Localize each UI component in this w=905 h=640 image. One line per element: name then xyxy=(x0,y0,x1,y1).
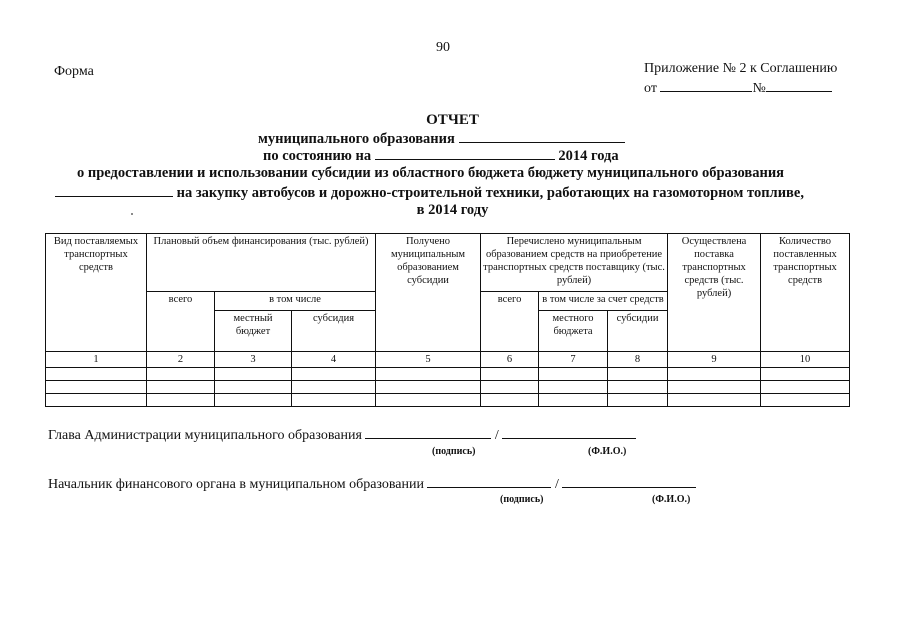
form-label: Форма xyxy=(54,64,94,79)
report-title-line-purpose xyxy=(55,184,804,202)
header-planned-including: в том числе xyxy=(215,292,376,311)
header-planned-financing: Плановый объем финансирования (тыс. рублей) xyxy=(147,234,376,292)
header-transferred-funds: Перечислено муниципальным образованием средств на приобретение транспортных средств поставщику (тыс. рублей) xyxy=(481,234,668,292)
header-subsidy-received: Получено муниципальным образованием субсидии xyxy=(376,234,481,352)
signature-head-line: Глава Администрации муниципального образования / xyxy=(48,426,636,444)
table-cell[interactable] xyxy=(539,381,608,394)
head-signature-caption: (подпись) xyxy=(432,446,476,457)
table-cell[interactable] xyxy=(761,368,850,381)
header-delivered-count: Количество поставленных транспортных средств xyxy=(761,234,850,352)
annex-from-label: от xyxy=(644,81,657,96)
table-cell[interactable] xyxy=(539,394,608,407)
report-heading: ОТЧЕТ xyxy=(426,112,479,128)
scan-speck xyxy=(131,213,133,215)
report-title-line-date xyxy=(263,147,619,165)
table-cell[interactable] xyxy=(608,394,668,407)
table-cell[interactable] xyxy=(292,381,376,394)
finance-name-blank[interactable] xyxy=(562,475,696,488)
table-cell[interactable] xyxy=(668,394,761,407)
date-blank xyxy=(660,79,752,92)
municipality-label: муниципального образования xyxy=(258,131,455,147)
table-cell[interactable] xyxy=(376,368,481,381)
finance-signature-blank[interactable] xyxy=(427,475,551,488)
header-planned-subsidy: субсидия xyxy=(292,311,376,352)
table-cell[interactable] xyxy=(215,381,292,394)
table-cell[interactable] xyxy=(46,394,147,407)
table-cell[interactable] xyxy=(147,381,215,394)
column-number: 9 xyxy=(668,352,761,368)
column-number: 5 xyxy=(376,352,481,368)
table-cell[interactable] xyxy=(147,368,215,381)
table-cell[interactable] xyxy=(481,368,539,381)
purpose-text: на закупку автобусов и дорожно-строительной техники, работающих на газомоторном топливе, xyxy=(176,185,804,201)
header-transferred-total: всего xyxy=(481,292,539,352)
table-cell[interactable] xyxy=(608,368,668,381)
table-cell[interactable] xyxy=(761,381,850,394)
report-title-line-subsidy: о предоставлении и использовании субсидии из областного бюджета бюджету муниципального образования xyxy=(77,165,785,181)
header-delivery-done: Осуществлена поставка транспортных средств (тыс. рублей) xyxy=(668,234,761,352)
table-cell[interactable] xyxy=(376,381,481,394)
head-name-caption: (Ф.И.О.) xyxy=(588,446,627,457)
as-of-label: по состоянию на xyxy=(263,148,372,164)
table-cell[interactable] xyxy=(215,394,292,407)
header-transferred-subsidy: субсидии xyxy=(608,311,668,352)
finance-name-caption: (Ф.И.О.) xyxy=(652,494,691,505)
column-number: 2 xyxy=(147,352,215,368)
table-cell[interactable] xyxy=(147,394,215,407)
column-number: 6 xyxy=(481,352,539,368)
recipient-blank xyxy=(55,184,173,197)
header-transferred-local: местного бюджета xyxy=(539,311,608,352)
column-number: 7 xyxy=(539,352,608,368)
table-row xyxy=(46,368,850,381)
signature-finance-line: Начальник финансового органа в муниципальном образовании / xyxy=(48,475,696,493)
year-label: 2014 года xyxy=(558,148,619,164)
column-number-row xyxy=(46,352,850,368)
table-cell[interactable] xyxy=(761,394,850,407)
annex-number-label: № xyxy=(752,81,766,96)
finance-head-label: Начальник финансового органа в муниципальном образовании xyxy=(48,477,424,492)
table-cell[interactable] xyxy=(376,394,481,407)
head-signature-blank[interactable] xyxy=(365,426,491,439)
annex-date-number xyxy=(644,79,832,97)
number-blank xyxy=(766,79,832,92)
column-number: 8 xyxy=(608,352,668,368)
municipality-blank xyxy=(459,130,625,143)
table-cell[interactable] xyxy=(46,368,147,381)
table-cell[interactable] xyxy=(608,381,668,394)
head-name-blank[interactable] xyxy=(502,426,636,439)
report-table xyxy=(45,233,850,407)
table-cell[interactable] xyxy=(481,381,539,394)
head-of-administration-label: Глава Администрации муниципального образования xyxy=(48,428,362,443)
table-row xyxy=(46,394,850,407)
table-cell[interactable] xyxy=(539,368,608,381)
column-number: 1 xyxy=(46,352,147,368)
header-transport-type: Вид поставляемых транспортных средств xyxy=(46,234,147,352)
table-cell[interactable] xyxy=(292,394,376,407)
table-row xyxy=(46,381,850,394)
finance-signature-caption: (подпись) xyxy=(500,494,544,505)
header-transferred-including: в том числе за счет средств xyxy=(539,292,668,311)
column-number: 10 xyxy=(761,352,850,368)
as-of-blank xyxy=(375,147,555,160)
report-title-line-year: в 2014 году xyxy=(416,202,489,218)
table-cell[interactable] xyxy=(215,368,292,381)
table-cell[interactable] xyxy=(668,381,761,394)
header-planned-total: всего xyxy=(147,292,215,352)
table-cell[interactable] xyxy=(292,368,376,381)
table-cell[interactable] xyxy=(668,368,761,381)
header-planned-local: местный бюджет xyxy=(215,311,292,352)
report-title-line-municipality xyxy=(258,130,625,148)
annex-title: Приложение № 2 к Соглашению xyxy=(644,61,838,76)
table-cell[interactable] xyxy=(46,381,147,394)
page-number: 90 xyxy=(436,40,450,55)
column-number: 3 xyxy=(215,352,292,368)
column-number: 4 xyxy=(292,352,376,368)
table-cell[interactable] xyxy=(481,394,539,407)
